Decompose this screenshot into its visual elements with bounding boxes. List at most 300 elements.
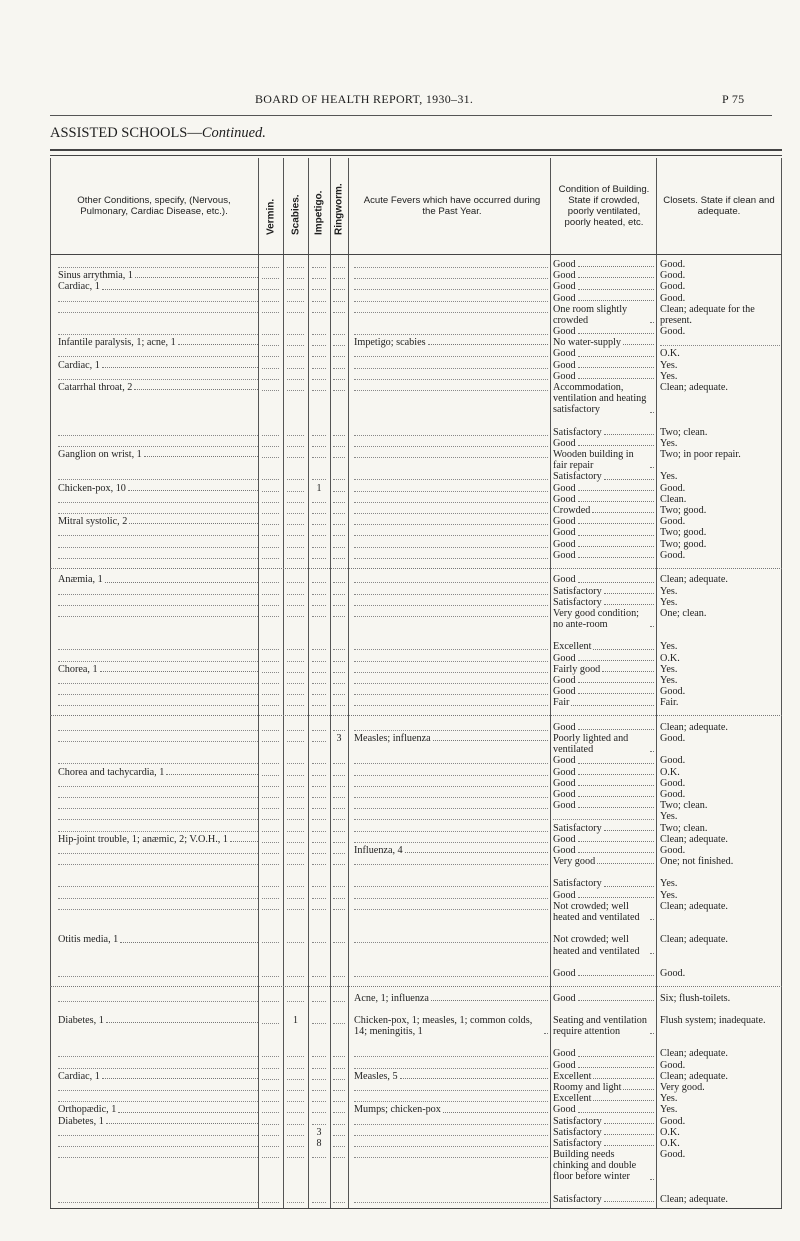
empty-cell-leader bbox=[287, 740, 304, 742]
closets-cell bbox=[660, 800, 780, 811]
empty-cell-leader bbox=[262, 557, 279, 559]
dot-leader bbox=[58, 527, 258, 536]
table-row bbox=[50, 1048, 782, 1059]
empty-cell-leader bbox=[262, 1000, 279, 1002]
table-row bbox=[50, 597, 782, 608]
dot-leader bbox=[354, 675, 548, 684]
building-condition-cell bbox=[553, 901, 654, 923]
dot-leader bbox=[578, 681, 654, 683]
empty-cell-leader bbox=[262, 941, 279, 943]
table-row bbox=[50, 494, 782, 505]
empty-cell-leader bbox=[333, 693, 345, 695]
empty-cell-leader bbox=[262, 897, 279, 899]
acute-fevers-cell bbox=[354, 1116, 548, 1125]
acute-fevers-cell bbox=[354, 348, 548, 357]
building-condition-cell bbox=[553, 767, 654, 778]
dot-leader bbox=[578, 896, 654, 898]
building-condition-text: Good bbox=[553, 437, 576, 449]
dot-leader bbox=[58, 304, 258, 313]
empty-cell-leader bbox=[333, 885, 345, 887]
dot-leader bbox=[354, 1127, 548, 1136]
other-conditions-cell bbox=[58, 1060, 258, 1069]
empty-cell-leader bbox=[262, 807, 279, 809]
empty-cell-leader bbox=[333, 557, 345, 559]
building-condition-text: Good bbox=[553, 674, 576, 686]
empty-cell-leader bbox=[312, 557, 326, 559]
closets-text: Good. bbox=[660, 789, 686, 801]
acute-fevers-cell bbox=[354, 733, 548, 744]
building-condition-cell bbox=[553, 438, 654, 449]
dot-leader bbox=[578, 1066, 654, 1068]
table-row bbox=[50, 586, 782, 597]
building-condition-text: Good bbox=[553, 326, 576, 338]
empty-cell-leader bbox=[287, 1145, 304, 1147]
other-conditions-cell bbox=[58, 438, 258, 447]
closets-cell bbox=[660, 382, 780, 393]
building-condition-cell bbox=[553, 856, 654, 867]
closets-text: Yes. bbox=[660, 370, 678, 382]
other-conditions-cell bbox=[58, 516, 258, 527]
acute-fevers-cell bbox=[354, 494, 548, 503]
empty-cell-leader bbox=[287, 1078, 304, 1080]
empty-cell-leader bbox=[287, 478, 304, 480]
acute-fevers-cell bbox=[354, 326, 548, 335]
dot-leader bbox=[58, 968, 258, 977]
dot-leader bbox=[593, 1077, 654, 1079]
building-condition-text: Good bbox=[553, 549, 576, 561]
empty-cell-leader bbox=[333, 1134, 345, 1136]
table-row bbox=[50, 641, 782, 652]
table-row bbox=[50, 653, 782, 664]
empty-cell-leader bbox=[287, 1134, 304, 1136]
building-condition-text: Satisfactory bbox=[553, 878, 602, 890]
table-row bbox=[50, 539, 782, 550]
dot-leader bbox=[58, 427, 258, 436]
acute-fevers-cell bbox=[354, 505, 548, 514]
other-conditions-cell bbox=[58, 483, 258, 494]
empty-cell-leader bbox=[287, 841, 304, 843]
building-condition-cell bbox=[553, 1194, 654, 1205]
empty-cell-leader bbox=[287, 615, 304, 617]
other-conditions-cell bbox=[58, 1104, 258, 1115]
table-row bbox=[50, 337, 782, 348]
closets-text: O.K. bbox=[660, 1137, 680, 1149]
dot-leader bbox=[354, 483, 548, 492]
empty-cell-leader bbox=[333, 785, 345, 787]
closets-cell bbox=[660, 901, 780, 912]
building-condition-text: Good bbox=[553, 721, 576, 733]
empty-cell-leader bbox=[333, 648, 345, 650]
empty-cell-leader bbox=[312, 523, 326, 525]
dot-leader bbox=[650, 321, 654, 323]
other-conditions-cell bbox=[58, 1071, 258, 1082]
building-condition-cell bbox=[553, 800, 654, 811]
acute-fevers-cell bbox=[354, 449, 548, 458]
empty-cell-leader bbox=[287, 534, 304, 536]
other-conditions-cell bbox=[58, 539, 258, 548]
dot-leader bbox=[58, 1127, 258, 1136]
closets-text: O.K. bbox=[660, 766, 680, 778]
dot-leader bbox=[354, 890, 548, 899]
table-row bbox=[50, 1071, 782, 1082]
other-conditions-text: Mitral systolic, 2 bbox=[58, 516, 128, 528]
empty-cell-leader bbox=[262, 490, 279, 492]
dot-leader bbox=[58, 811, 258, 820]
closets-text: Yes. bbox=[660, 674, 678, 686]
building-condition-cell bbox=[553, 722, 654, 733]
building-condition-text: Good bbox=[553, 1048, 576, 1060]
dot-leader bbox=[650, 625, 654, 627]
dot-leader bbox=[354, 664, 548, 673]
empty-cell-leader bbox=[312, 604, 326, 606]
empty-cell-leader bbox=[287, 501, 304, 503]
dot-leader bbox=[354, 449, 548, 458]
table-row bbox=[50, 1060, 782, 1071]
empty-cell-leader bbox=[333, 1000, 345, 1002]
dot-leader bbox=[354, 1149, 548, 1158]
dot-leader bbox=[230, 840, 258, 842]
other-conditions-text: Chorea, 1 bbox=[58, 663, 98, 675]
other-conditions-cell bbox=[58, 755, 258, 764]
empty-cell-leader bbox=[262, 704, 279, 706]
building-condition-text: One room slightly crowded bbox=[553, 303, 630, 326]
acute-fevers-cell bbox=[354, 427, 548, 436]
table-row bbox=[50, 834, 782, 845]
building-condition-text: Good bbox=[553, 686, 576, 698]
empty-cell-leader bbox=[312, 807, 326, 809]
building-condition-cell bbox=[553, 890, 654, 901]
closets-text: Good. bbox=[660, 755, 686, 767]
dot-leader bbox=[354, 371, 548, 380]
dot-leader bbox=[578, 840, 654, 842]
dot-leader bbox=[354, 550, 548, 559]
building-condition-text: Good bbox=[553, 777, 576, 789]
empty-cell-leader bbox=[312, 852, 326, 854]
building-condition-cell bbox=[553, 641, 654, 652]
building-condition-text: Good bbox=[553, 527, 576, 539]
empty-cell-leader bbox=[312, 1022, 326, 1024]
table-row bbox=[50, 1015, 782, 1049]
dot-leader bbox=[58, 1194, 258, 1203]
other-conditions-cell bbox=[58, 1138, 258, 1147]
dot-leader bbox=[100, 670, 258, 672]
dot-leader bbox=[120, 941, 258, 943]
closets-cell bbox=[660, 494, 780, 505]
closets-text: Clean; adequate. bbox=[660, 1193, 728, 1205]
empty-cell-leader bbox=[333, 908, 345, 910]
other-conditions-text: Chorea and tachycardia, 1 bbox=[58, 766, 165, 778]
acute-fevers-cell bbox=[354, 664, 548, 673]
empty-cell-leader bbox=[262, 1145, 279, 1147]
acute-fevers-cell bbox=[354, 438, 548, 447]
dot-leader bbox=[58, 890, 258, 899]
dot-leader bbox=[604, 592, 654, 594]
dot-leader bbox=[405, 851, 548, 853]
acute-fevers-cell bbox=[354, 993, 548, 1004]
table-row bbox=[50, 697, 782, 708]
table-row bbox=[50, 326, 782, 337]
dot-leader bbox=[578, 851, 654, 853]
dot-leader bbox=[354, 1116, 548, 1125]
empty-cell-leader bbox=[287, 1055, 304, 1057]
empty-cell-leader bbox=[287, 660, 304, 662]
empty-cell-leader bbox=[312, 796, 326, 798]
building-condition-cell bbox=[553, 505, 654, 516]
dot-leader bbox=[354, 527, 548, 536]
empty-cell-leader bbox=[262, 908, 279, 910]
dot-leader bbox=[58, 697, 258, 706]
empty-cell-leader bbox=[287, 774, 304, 776]
empty-cell-leader bbox=[287, 523, 304, 525]
empty-cell-leader bbox=[312, 648, 326, 650]
other-conditions-cell bbox=[58, 471, 258, 480]
empty-cell-leader bbox=[262, 1089, 279, 1091]
empty-cell-leader bbox=[262, 604, 279, 606]
dot-leader bbox=[604, 433, 654, 435]
empty-cell-leader bbox=[312, 704, 326, 706]
building-condition-text: Very good bbox=[553, 856, 596, 868]
dot-leader bbox=[604, 885, 654, 887]
building-condition-text: Good bbox=[553, 833, 576, 845]
empty-cell-leader bbox=[312, 389, 326, 391]
table-row bbox=[50, 304, 782, 326]
other-conditions-cell bbox=[58, 890, 258, 899]
table-row bbox=[50, 845, 782, 856]
dot-leader bbox=[354, 326, 548, 335]
table-row bbox=[50, 293, 782, 304]
closets-text: Good. bbox=[660, 482, 686, 494]
dot-leader bbox=[578, 489, 654, 491]
building-condition-cell bbox=[553, 789, 654, 800]
dot-leader bbox=[58, 1093, 258, 1102]
closets-cell bbox=[660, 1015, 780, 1026]
empty-cell-leader bbox=[262, 546, 279, 548]
empty-cell-leader bbox=[262, 367, 279, 369]
dot-leader bbox=[58, 800, 258, 809]
empty-cell-leader bbox=[312, 288, 326, 290]
building-condition-text: Good bbox=[553, 1104, 576, 1116]
empty-cell-leader bbox=[287, 367, 304, 369]
building-condition-text: Good bbox=[553, 348, 576, 360]
empty-cell-leader bbox=[262, 830, 279, 832]
dot-leader bbox=[106, 1122, 258, 1124]
building-condition-cell bbox=[553, 348, 654, 359]
building-condition-cell bbox=[553, 733, 654, 755]
dot-leader bbox=[650, 750, 654, 752]
closets-cell bbox=[660, 586, 780, 597]
building-condition-cell bbox=[553, 1015, 654, 1037]
dot-leader bbox=[354, 281, 548, 290]
empty-cell-leader bbox=[312, 1078, 326, 1080]
building-condition-cell bbox=[553, 845, 654, 856]
dot-leader bbox=[604, 1144, 654, 1146]
closets-text: Two; clean. bbox=[660, 426, 708, 438]
empty-cell-leader bbox=[262, 1201, 279, 1203]
header-scabies: Scabies. bbox=[290, 194, 301, 235]
dot-leader bbox=[354, 856, 548, 865]
dot-leader bbox=[354, 270, 548, 279]
building-condition-text: Poorly lighted and ventilated bbox=[553, 733, 631, 756]
empty-cell-leader bbox=[262, 344, 279, 346]
empty-cell-leader bbox=[287, 512, 304, 514]
acute-fevers-cell bbox=[354, 539, 548, 548]
building-condition-cell bbox=[553, 834, 654, 845]
header-other-conditions: Other Conditions, specify, (Nervous, Pulmonary, Cardiac Disease, etc.). bbox=[77, 195, 231, 217]
empty-cell-leader bbox=[312, 762, 326, 764]
acute-fevers-cell bbox=[354, 934, 548, 943]
closets-cell bbox=[660, 304, 780, 326]
empty-cell-leader bbox=[262, 1022, 279, 1024]
empty-cell-leader bbox=[333, 456, 345, 458]
dot-leader bbox=[604, 1133, 654, 1135]
closets-text: Clean; adequate. bbox=[660, 934, 728, 946]
building-condition-text: Not crowded; well heated and ventilated bbox=[553, 934, 640, 957]
other-conditions-text: Cardiac, 1 bbox=[58, 359, 100, 371]
empty-cell-leader bbox=[312, 975, 326, 977]
empty-cell-leader bbox=[312, 581, 326, 583]
empty-cell-leader bbox=[333, 660, 345, 662]
closets-cell bbox=[660, 641, 780, 652]
other-conditions-text: Chicken-pox, 10 bbox=[58, 482, 126, 494]
empty-cell-leader bbox=[287, 1156, 304, 1158]
closets-text: Good. bbox=[660, 1059, 686, 1071]
header-closets: Closets. State if clean and adequate. bbox=[663, 195, 775, 217]
building-condition-text: Satisfactory bbox=[553, 426, 602, 438]
empty-cell-leader bbox=[262, 762, 279, 764]
acute-fevers-cell bbox=[354, 608, 548, 617]
dot-leader bbox=[354, 697, 548, 706]
dot-leader bbox=[650, 411, 654, 413]
dot-leader bbox=[544, 1032, 548, 1034]
dot-leader bbox=[58, 856, 258, 865]
dot-leader bbox=[58, 789, 258, 798]
empty-cell-leader bbox=[287, 885, 304, 887]
empty-cell-leader bbox=[333, 523, 345, 525]
table-row bbox=[50, 901, 782, 935]
dot-leader bbox=[58, 586, 258, 595]
dot-leader bbox=[128, 489, 258, 491]
empty-cell-leader bbox=[287, 796, 304, 798]
header-bottom-rule bbox=[50, 254, 782, 255]
empty-cell-leader bbox=[262, 818, 279, 820]
empty-cell-leader bbox=[312, 908, 326, 910]
empty-cell-leader bbox=[333, 729, 345, 731]
empty-cell-leader bbox=[312, 1055, 326, 1057]
dot-leader bbox=[58, 823, 258, 832]
acute-fevers-cell bbox=[354, 767, 548, 776]
empty-cell-leader bbox=[287, 389, 304, 391]
closets-text: Yes. bbox=[660, 878, 678, 890]
table-row bbox=[50, 1082, 782, 1093]
closets-text: Clean; adequate. bbox=[660, 382, 728, 393]
dot-leader bbox=[604, 603, 654, 605]
empty-cell-leader bbox=[333, 355, 345, 357]
closets-text: Yes. bbox=[660, 359, 678, 371]
table-row bbox=[50, 890, 782, 901]
other-conditions-cell bbox=[58, 337, 258, 348]
other-conditions-cell bbox=[58, 993, 258, 1002]
dot-leader bbox=[58, 505, 258, 514]
dot-leader bbox=[354, 1048, 548, 1057]
table-row bbox=[50, 483, 782, 494]
dot-leader bbox=[354, 834, 548, 843]
closets-cell bbox=[660, 653, 780, 664]
empty-cell-leader bbox=[262, 1111, 279, 1113]
dot-leader bbox=[354, 516, 548, 525]
empty-cell-leader bbox=[333, 671, 345, 673]
empty-cell-leader bbox=[333, 1156, 345, 1158]
empty-cell-leader bbox=[333, 434, 345, 436]
empty-cell-leader bbox=[312, 941, 326, 943]
closets-cell bbox=[660, 968, 780, 979]
dot-leader bbox=[102, 1077, 258, 1079]
table-row bbox=[50, 856, 782, 878]
other-conditions-cell bbox=[58, 686, 258, 695]
closets-text: Good. bbox=[660, 686, 686, 698]
table-row bbox=[50, 767, 782, 778]
other-conditions-cell bbox=[58, 326, 258, 335]
building-condition-cell bbox=[553, 293, 654, 304]
building-condition-text: Building needs chinking and double floor before winter bbox=[553, 1149, 639, 1183]
closets-text: Yes. bbox=[660, 471, 678, 483]
empty-cell-leader bbox=[287, 300, 304, 302]
other-conditions-cell bbox=[58, 1194, 258, 1203]
table-row bbox=[50, 1127, 782, 1138]
closets-text: Two; in poor repair. bbox=[660, 449, 741, 461]
dot-leader bbox=[354, 878, 548, 887]
closets-cell bbox=[660, 878, 780, 889]
dot-leader bbox=[650, 1032, 654, 1034]
empty-cell-leader bbox=[262, 796, 279, 798]
closets-text: Good. bbox=[660, 549, 686, 561]
closets-cell bbox=[660, 337, 780, 346]
dot-leader bbox=[650, 918, 654, 920]
dot-leader bbox=[354, 755, 548, 764]
dot-leader bbox=[578, 659, 654, 661]
other-conditions-cell bbox=[58, 664, 258, 675]
table-row bbox=[50, 778, 782, 789]
dot-leader bbox=[602, 670, 654, 672]
table-row bbox=[50, 427, 782, 438]
empty-cell-leader bbox=[262, 1100, 279, 1102]
other-conditions-cell bbox=[58, 1093, 258, 1102]
acute-fevers-cell bbox=[354, 1082, 548, 1091]
dot-leader bbox=[578, 288, 654, 290]
table-row bbox=[50, 993, 782, 1015]
empty-cell-leader bbox=[312, 593, 326, 595]
dot-leader bbox=[623, 1088, 654, 1090]
table-row bbox=[50, 505, 782, 516]
other-conditions-cell bbox=[58, 823, 258, 832]
closets-cell bbox=[660, 811, 780, 822]
dot-leader bbox=[58, 1060, 258, 1069]
empty-cell-leader bbox=[262, 311, 279, 313]
empty-cell-leader bbox=[312, 830, 326, 832]
empty-cell-leader bbox=[262, 740, 279, 742]
building-condition-cell bbox=[553, 550, 654, 561]
empty-cell-leader bbox=[312, 456, 326, 458]
dot-leader bbox=[604, 478, 654, 480]
empty-cell-leader bbox=[312, 785, 326, 787]
closets-cell bbox=[660, 360, 780, 371]
dot-leader bbox=[58, 733, 258, 742]
building-condition-cell bbox=[553, 597, 654, 608]
dot-leader bbox=[553, 811, 654, 820]
closets-text: Good. bbox=[660, 777, 686, 789]
empty-cell-leader bbox=[333, 501, 345, 503]
dot-leader bbox=[354, 505, 548, 514]
dot-leader bbox=[354, 586, 548, 595]
